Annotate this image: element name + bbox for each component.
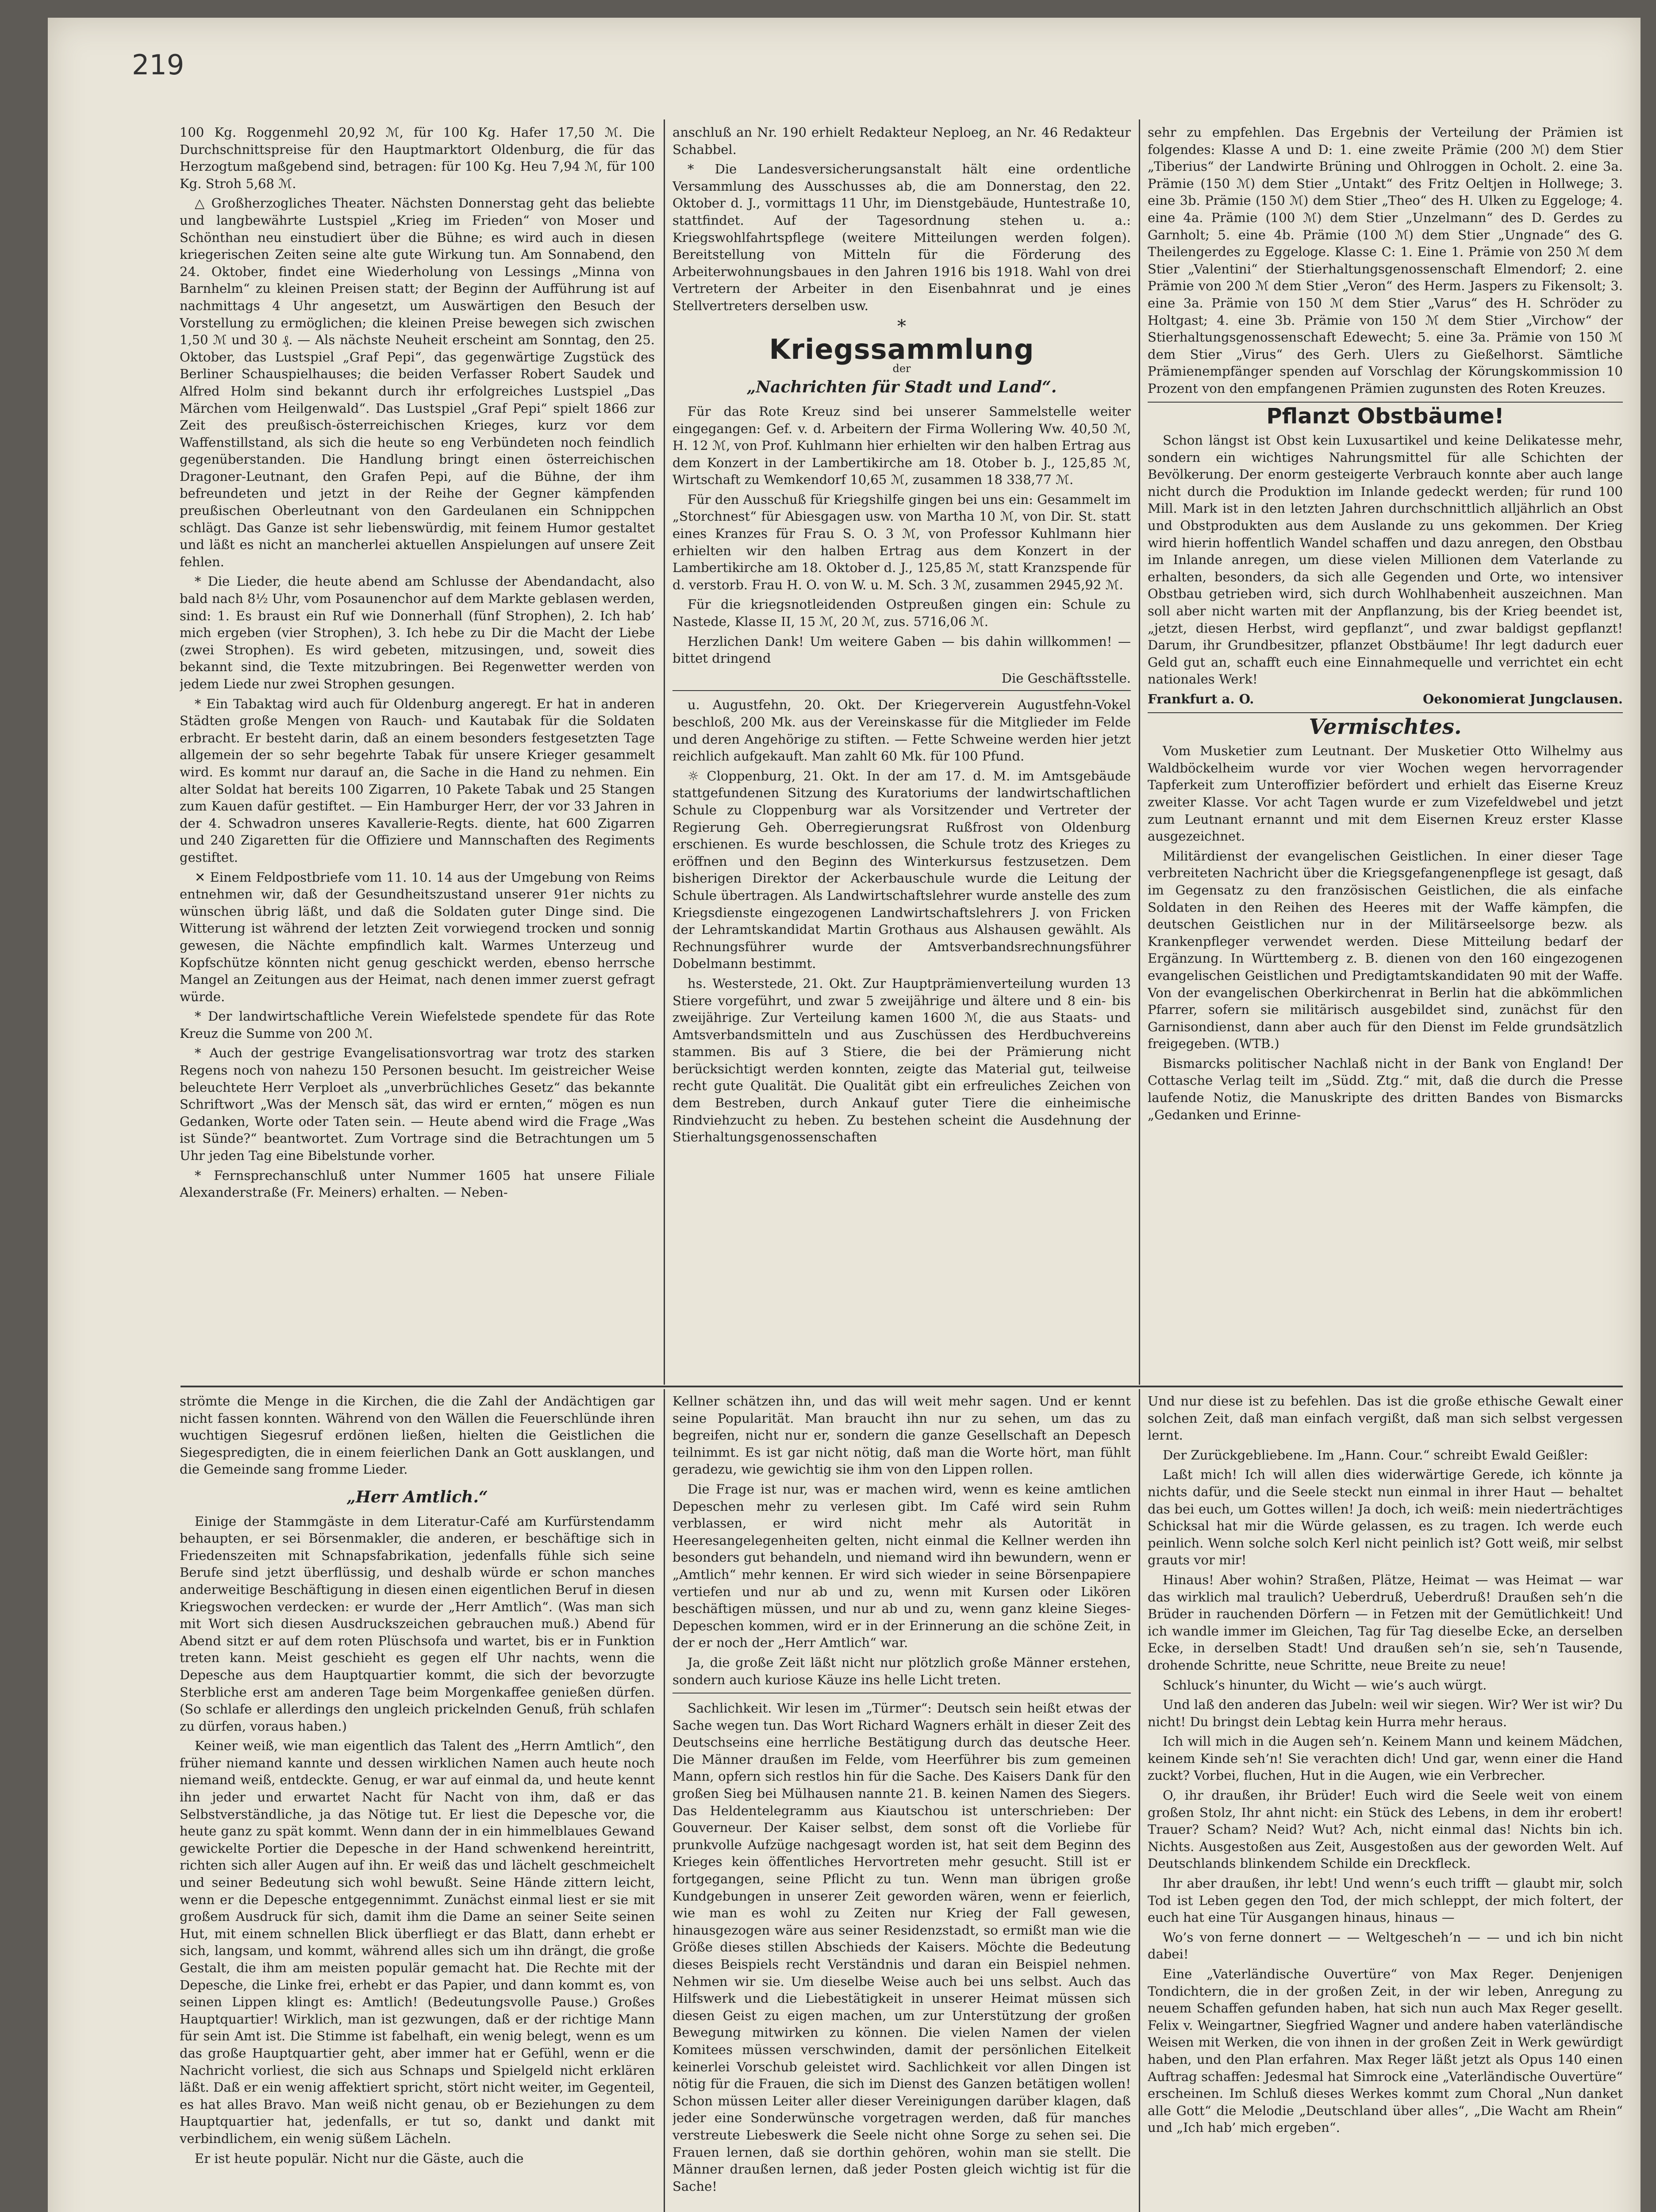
article-paragraph: 100 Kg. Roggenmehl 20,92 ℳ, für 100 Kg. Hafer 17,50 ℳ. Die Durchschnittspreise für den Hauptmarktort Oldenburg, die für das Herzogtum maßgebend sind, betragen: für 100 Kg. Heu 7,94 ℳ, für 100 Kg. Stroh 5,68 ℳ. <box>180 125 655 191</box>
article-rule <box>1148 402 1623 403</box>
article-paragraph: Laßt mich! Ich will allen dies widerwärtige Gerede, ich könnte ja nichts dafür, und die Seele steckt nun einmal in ihrer Haut — behaltet das bei euch, um Gottes willen! Ja doch, ich weiß: mein niederträchtiges Schicksal hat mir die Würde gelassen, es zu tragen. Ich werde euch peinlich. Wenn solche solch Kerl nicht peinlich ist? Gott weiß, mir selbst grauts vor mir! <box>1148 1467 1623 1568</box>
article-paragraph: * Der landwirtschaftliche Verein Wiefelstede spendete für das Rote Kreuz die Summe von 200 ℳ. <box>180 1009 655 1041</box>
article-paragraph: Vom Musketier zum Leutnant. Der Musketier Otto Wilhelmy aus Waldböckelheim wurde vor vier Wochen wegen hervorragender Tapferkeit zum Unteroffizier befördert und erhielt das Eiserne Kreuz zweiter Klasse. Vor acht Tagen wurde er zum Vizefeldwebel und jetzt zum Leutnant ernannt und mit dem Eisernen Kreuz erster Klasse ausgezeichnet. <box>1148 743 1623 844</box>
article-paragraph: Kellner schätzen ihn, und das will weit mehr sagen. Und er kennt seine Popularität. Man braucht ihn nur zu sehen, um das zu begreifen, nicht nur er, sondern die ganze Gesellschaft an Depesch teilnimmt. Es ist gar nicht nötig, daß man die Worte hört, man fühlt geradezu, wie gewichtig sie ihm von den Lippen rollen. <box>672 1394 1131 1477</box>
article-paragraph: Keiner weiß, wie man eigentlich das Talent des „Herrn Amtlich“, den früher niemand kannte und dessen wirklichen Namen auch heute noch niemand weiß, entdeckte. Genug, er war auf einmal da, und heute kennt ihn jeder und erwartet Nacht für Nacht von ihm, daß er das Selbstverständliche, ja das Nötige tut. Er liest die Depesche vor, die heute ganz zu spät kommt. Wenn dann der in ein himmelblaues Gewand gewickelte Portier die Depesche in der Hand schwenkend hereintritt, richten sich aller Augen auf ihn. Er weiß das und lächelt geschmeichelt und seiner Bedeutung sich wohl bewußt. Seine Hände zittern leicht, wenn er die Depesche entgegennimmt. Zunächst einmal liest er sie mit großem Ausdruck für sich, damit ihm die Dame an seiner Seite seinen Hut, mit einem schnellen Blick überfliegt er das Blatt, dann erhebt er sich, langsam, und kommt, während alles sich um ihn drängt, die große Gestalt, die ihm am meisten populär gemacht hat. Die Rechte mit der Depesche, die Linke frei, erhebt er das Papier, und dann kommt es, von seinen Lippen klingt es: Amtlich! (Bedeutungsvolle Pause.) Großes Hauptquartier! Wirklich, man ist gezwungen, daß er der richtige Mann für sein Amt ist. Die Stimme ist fabelhaft, ein wenig belegt, wenn es um das große Hauptquartier geht, aber immer hat er Gefühl, wenn er die Nachricht vorliest, die sich aus Schnaps und Spielgeld nicht erklären läßt. Daß er ein wenig affektiert spricht, stört nicht weiter, im Gegenteil, es hat alles Bravo. Man weiß nicht genau, ob er Beziehungen zu dem Hauptquartier hat, jedenfalls, er tut so, dankt und dankt mit verbindlichem, ein wenig süßem Lächeln. <box>180 1738 655 2146</box>
article-paragraph: ☼ Cloppenburg, 21. Okt. In der am 17. d. M. im Amtsgebäude stattgefundenen Sitzung des Kuratoriums der landwirtschaftlichen Schule zu Cloppenburg war als Vorsitzender und Vertreter der Regierung Geh. Oberregierungsrat Rußfrost von Oldenburg erschienen. Es wurde beschlossen, die Schule trotz des Krieges zu eröffnen und den Beginn des Winterkursus festzusetzen. Dem bisherigen Direktor der Ackerbauschule wurde die Leitung der Schule übertragen. Als Landwirtschaftslehrer wurde anstelle des zum Kriegsdienste eingezogenen Landwirtschaftslehrers J. von Fricken der Lehramtskandidat Martin Grothaus aus Alshausen gewählt. Als Rechnungsführer wurde der Amtsverbandsrechnungsführer Dobelmann bestimmt. <box>672 768 1131 972</box>
article-paragraph: Hinaus! Aber wohin? Straßen, Plätze, Heimat — was Heimat — war das wirklich mal traulich? Ueberdruß, Ueberdruß! Draußen seh’n die Brüder in rauchenden Dörfern — in Fetzen mit der Gemütlichkeit! Und ich wandle immer im Gleichen, Tag für Tag dieselbe Ecke, an derselben Ecke, in derselben Stadt! Und draußen seh’n sie, seh’n Tausende, drohende Schritte, neue Schritte, neue Breite zu neue! <box>1148 1572 1623 1673</box>
article-paragraph: Und nur diese ist zu befehlen. Das ist die große ethische Gewalt einer solchen Zeit, daß man einfach vergißt, daß man sich selbst vergessen lernt. <box>1148 1394 1623 1443</box>
vermischtes-title: Vermischtes. <box>1309 714 1462 739</box>
column-rule <box>664 1389 665 2212</box>
lower-column-3 <box>1148 1393 1623 2212</box>
upper-column-1 <box>180 124 655 1382</box>
section-rule <box>181 1386 1623 1387</box>
lower-column-2 <box>672 1393 1131 2212</box>
article-paragraph: ✕ Einem Feldpostbriefe vom 11. 10. 14 aus der Umgebung von Reims entnehmen wir, daß der Gesundheitszustand unserer 91er nichts zu wünschen übrig läßt, und daß die Soldaten guter Dinge sind. Die Witterung ist während der letzten Zeit vorwiegend trocken und sonnig gewesen, die Nächte empfindlich kalt. Warmes Unterzeug und Kopfschütze könnten nicht genug geschickt werden, ebenso herrsche Mangel an Zeitungen aus der Heimat, nach denen immer zuerst gefragt würde. <box>180 869 655 1004</box>
article-paragraph: O, ihr draußen, ihr Brüder! Euch wird die Seele weit von einem großen Stolz, Ihr ahnt nicht: ein Stück des Lebens, in dem ihr erobert! Trauer? Scham? Neid? Wut? Ach, nicht einmal das! Nichts bin ich. Nichts. Ausgestoßen aus Zeit, Ausgestoßen aus der geworden Welt. Auf Deutschlands blinkendem Schilde ein Dreckfleck. <box>1148 1788 1623 1871</box>
sammlung-paragraph: Für die kriegsnotleidenden Ostpreußen gingen ein: Schule zu Nastede, Klasse II, 15 ℳ, 20 ℳ, zus. 5716,06 ℳ. <box>672 597 1131 630</box>
column-rule <box>1139 119 1140 1385</box>
article-paragraph: Schluck’s hinunter, du Wicht — wie’s auch würgt. <box>1163 1677 1487 1693</box>
herr-amtlich-title: „Herr Amtlich.“ <box>346 1487 488 1506</box>
article-paragraph: Eine „Vaterländische Ouvertüre“ von Max Reger. Denjenigen Tondichtern, die in der großen Zeit, in der wir leben, Anregung zu neuem Schaffen gefunden haben, hat sich nun auch Max Reger gesellt. Felix v. Weingartner, Siegfried Wagner und andere haben vaterländische Weisen mit Werken, die von ihnen in der großen Zeit in Werk gewürdigt haben, und den Plan erfahren. Max Reger läßt jetzt als Opus 140 einen Auftrag schaffen: Jedesmal hat Simrock eine „Vaterländische Ouvertüre“ erscheinen. Im Schluß dieses Werkes kommt zum Choral „Nun danket alle Gott“ die Melodie „Deutschland über alles“, „Die Wacht am Rhein“ und „Ich hab’ mich ergeben“. <box>1148 1966 1623 2135</box>
obst-place: Frankfurt a. O. <box>1148 691 1254 707</box>
article-rule <box>672 690 1131 691</box>
lower-column-1 <box>180 1393 655 2212</box>
article-paragraph: Ja, die große Zeit läßt nicht nur plötzlich große Männer erstehen, sondern auch kuriose Käuze ins helle Licht treten. <box>672 1655 1131 1687</box>
article-paragraph: sehr zu empfehlen. Das Ergebnis der Verteilung der Prämien ist folgendes: Klasse A und D: 1. eine zweite Prämie (200 ℳ) dem Stier „Tiberius“ der Landwirte Brüning und Ohlroggen in Ocholt. 2. eine 3a. Prämie (150 ℳ) dem Stier „Untakt“ des Fritz Oeltjen in Hollwege; 3. eine 3b. Prämie (150 ℳ) dem Stier „Theo“ des H. Ulken zu Eggeloge; 4. eine 4a. Prämie (100 ℳ) dem Stier „Unzelmann“ des D. Gerdes zu Garnholt; 5. eine 4b. Prämie (100 ℳ) dem Stier „Ungnade“ des G. Theilengerdes zu Eggeloge. Klasse C: 1. Eine 1. Prämie von 250 ℳ dem Stier „Valentini“ der Stierhaltungsgenossenschaft Elmendorf; 2. eine Prämie von 200 ℳ dem Stier „Veron“ des Herm. Jaspers zu Fikensolt; 3. eine 3a. Prämie von 150 ℳ dem Stier „Varus“ des H. Schröder zu Holtgast; 4. eine 3b. Prämie von 150 ℳ dem Stier „Virchow“ der Stierhaltungsgenossenschaft Edewecht; 5. eine 3a. Prämie von 150 ℳ dem Stier „Virus“ des Gerh. Ulers zu Gießelhorst. Sämtliche Prämienempfänger spenden auf Vorschlag der Körungskommission 10 Prozent von den empfangenen Prämien zugunsten des Roten Kreuzes. <box>1148 125 1623 396</box>
sammlung-paragraph: Herzlichen Dank! Um weitere Gaben — bis dahin willkommen! — bittet dringend <box>672 634 1131 666</box>
upper-column-3 <box>1148 124 1623 1382</box>
column-rule <box>1139 1389 1140 2212</box>
article-rule <box>672 1693 1131 1694</box>
obst-signature <box>1148 691 1623 708</box>
article-paragraph: Und laß den anderen das Jubeln: weil wir siegen. Wir? Wer ist wir? Du nicht! Du bringst dein Lebtag kein Hurra mehr heraus. <box>1148 1697 1623 1729</box>
kriegssammlung-subtitle: „Nachrichten für Stadt und Land“. <box>746 378 1057 397</box>
column-rule <box>664 119 665 1385</box>
sammlung-paragraph: Für den Ausschuß für Kriegshilfe gingen bei uns ein: Gesammelt im „Storchnest“ für Abiesgagen usw. von Martha 10 ℳ, von Dir. St. statt eines Kranzes für Frau S. O. 3 ℳ, von Professor Kuhlmann hier erhielten wir den halben Ertrag aus dem Konzert in der Lambertikirche am 18. Oktober d. J., 125,85 ℳ, statt Kranzspende für d. verstorb. Frau H. O. von W. u. M. Sch. 3 ℳ, zusammen 2945,92 ℳ. <box>672 492 1131 592</box>
page-number: 219 <box>132 49 184 81</box>
article-paragraph: * Ein Tabaktag wird auch für Oldenburg angeregt. Er hat in anderen Städten große Mengen von Rauch- und Kautabak für die Soldaten erbracht. Er besteht darin, daß an einem besonders festgesetzten Tage allgemein der so sehr begehrte Tabak für unsere Krieger gesammelt wird. Es kommt nur darauf an, die Sache in die Hand zu nehmen. Ein alter Soldat hat bereits 100 Zigarren, 10 Pakete Tabak und 25 Stangen zum Kauen dafür gestiftet. — Ein Hamburger Herr, der vor 33 Jahren in der 4. Schwadron unseres Kavallerie-Regts. diente, hat 600 Zigarren und 240 Zigaretten für die Offiziere und Mannschaften des Regiments gestiftet. <box>180 696 655 865</box>
article-rule <box>1148 712 1623 713</box>
article-paragraph: Wo’s von ferne donnert — — Weltgescheh’n — — und ich bin nicht dabei! <box>1148 1929 1623 1962</box>
obst-title: Pflanzt Obstbäume! <box>1266 403 1504 429</box>
article-paragraph: Ich will mich in die Augen seh’n. Keinem Mann und keinem Mädchen, keinem Kinde seh’n! Sie verachten dich! Und gar, wenn einer die Hand zuckt? Vorbei, fluchen, Hut in die Augen, wie ein Verbrecher. <box>1148 1734 1623 1783</box>
article-paragraph: strömte die Menge in die Kirchen, die die Zahl der Andächtigen gar nicht fassen konnten. Während von den Wällen die Feuerschlünde ihren wuchtigen Siegesruf erdönen ließen, hielten die Geistlichen die Siegespredigten, die in einem feierlichen Dank an Gott ausklangen, und die Gemeinde sang fromme Lieder. <box>180 1394 655 1477</box>
kriegssammlung-title: Kriegssammlung <box>769 333 1034 366</box>
upper-column-2 <box>672 124 1131 1382</box>
article-paragraph: anschluß an Nr. 190 erhielt Redakteur Neploeg, an Nr. 46 Redakteur Schabbel. <box>672 125 1131 157</box>
article-paragraph: Bismarcks politischer Nachlaß nicht in der Bank von England! Der Cottasche Verlag teilt im „Südd. Ztg.“ mit, daß die durch die Presse laufende Notiz, die Manuskripte des dritten Bandes von Bismarcks „Gedanken und Erinne- <box>1148 1056 1623 1122</box>
article-paragraph: hs. Westerstede, 21. Okt. Zur Hauptprämienverteilung wurden 13 Stiere vorgeführt, und zwar 5 zweijährige und ältere und 8 ein- bis zweijährige. Zur Verteilung kamen 1600 ℳ, die aus Staats- und Amtsverbandsmitteln und aus Zuschüssen des Herdbuchvereins stammen. Bis auf 3 Stiere, die bei der Prämierung nicht berücksichtigt werden konnten, zeigte das Material gut, teilweise recht gute Qualität. Die Qualität gibt ein erfreuliches Zeichen von dem Bestreben, durch Ankauf guter Tiere die einheimische Rindviehzucht zu heben. Zu bestehen scheint die Ausdehnung der Stierhaltungsgenossenschaften <box>672 975 1131 1145</box>
article-paragraph: u. Augustfehn, 20. Okt. Der Kriegerverein Augustfehn-Vokel beschloß, 200 Mk. aus der Vereinskasse für die Mitglieder im Felde und deren Angehörige zu stiften. — Fette Schweine werden hier jetzt reichlich aufgekauft. Man zahlt 60 Mk. für 100 Pfund. <box>672 697 1131 764</box>
article-paragraph: Sachlichkeit. Wir lesen im „Türmer“: Deutsch sein heißt etwas der Sache wegen tun. Das Wort Richard Wagners erhält in dieser Zeit des Deutschseins eine herrliche Bestätigung durch das deutsche Heer. Die Männer draußen im Felde, vom Heerführer bis zum gemeinen Mann, opfern sich restlos hin für die Sache. Des Kaisers Dank für den großen Sieg bei Mülhausen nannte 21. B. keinen Namen des Siegers. Das Heldentelegramm aus Kiautschou ist unterschrieben: Der Gouverneur. Der Kaiser selbst, dem sonst oft die Vorliebe für prunkvolle Aufzüge nachgesagt worden ist, hat seit dem Beginn des Krieges kein öffentliches Hervortreten mehr gesucht. Still ist er fortgegangen, seine Pflicht zu tun. Wenn man übrigen große Kundgebungen in unserer Zeit geworden wären, wenn er feierlich, wie man es wohl zu Zeiten nur Krieg der Fall gewesen, hinausgezogen wäre aus seiner Residenzstadt, so ermißt man wie die Größe dieses stillen Abschieds der Kaisers. Möchte die Bedeutung dieses Beispiels recht Verständnis und daran ein Beispiel nehmen. Nehmen wir sie. Um dieselbe Weise auch bei uns selbst. Auch das Hilfswerk und die Liebestätigkeit in unserer Heimat müssen sich diesen Geist zu eigen machen, um zur Unterstützung der großen Bewegung mitwirken zu können. Die vielen Namen der vielen Komitees müssen verschwinden, damit der persönlichen Eitelkeit keinerlei Vorschub geleistet wird. Sachlichkeit vor allen Dingen ist nötig für die Frauen, die sich im Dienst des Ganzen betätigen wollen! Schon müssen Leiter aller dieser Vereinigungen darüber klagen, daß jeder eine Sonderwünsche vorgetragen werden, daß für manches verstreute Liebeswerk die Seele nicht ohne Sorge zu sehen sei. Die Frauen lernen, daß sie dorthin gehören, wohin man sie stellt. Die Männer draußen lernen, daß jeder Posten gleich wichtig ist für die Sache! <box>672 1701 1131 2194</box>
obst-author: Oekonomierat Jungclausen. <box>1423 691 1623 707</box>
article-paragraph: Einige der Stammgäste in dem Literatur-Café am Kurfürstendamm behaupten, er sei Börsenmakler, die anderen, er beschäftige sich in Friedenszeiten mit Schnapsfabrikation, jedenfalls fühle sich seine Berufe sind jetzt überflüssig, und deshalb würde er schon manches anderweitige Beschäftigung in diesen einen eigentlichen Beruf in diesen Kriegswochen verdecken: er wurde der „Herr Amtlich“. (Was man sich mit Wort sich diesen Ausdruckszeichen gebrauchen muß.) Abend für Abend sitzt er auf dem roten Plüschsofa und wartet, bis er in Funktion treten kann. Meist geschieht es gegen elf Uhr nachts, wenn die Depesche aus dem Hauptquartier kommt, die sich der bevorzugte Sterbliche erst am anderen Tage beim Morgenkaffee genießen dürfen. (So schlafe er allerdings den ungleich prickelnden Genuß, früh schlafen zu dürfen, voraus haben.) <box>180 1513 655 1734</box>
article-paragraph: Die Frage ist nur, was er machen wird, wenn es keine amtlichen Depeschen mehr zu verlesen gibt. Im Café wird sein Ruhm verblassen, er wird nicht mehr als Autorität in Heeresangelegenheiten gelten, nicht einmal die Kellner werden ihn besonders gut behandeln, und niemand wird ihn bewundern, wenn er „Amtlich“ mehr kennen. Er wird sich wieder in seine Börsenpapiere vertiefen und nur ab und zu, wenn mit Kursen oder Likören beschäftigen müssen, und nur ab und zu, wenn ganz kleine Sieges-Depeschen kommen, wird er in der Erinnerung an die schöne Zeit, in der er noch der „Herr Amtlich“ war. <box>672 1481 1131 1651</box>
article-paragraph: * Auch der gestrige Evangelisationsvortrag war trotz des starken Regens noch von nahezu 150 Personen besucht. Im geistreicher Weise beleuchtete Herr Verploet als „unverbrüchliches Gesetz“ das bekannte Schriftwort „Was der Mensch sät, das wird er ernten,“ mögen es nun Gedanken, Worte oder Taten sein. — Heute abend wird die Frage „Was ist Sünde?“ beantwortet. Zum Vortrage sind die Betrachtungen um 5 Uhr jeden Tag eine Bibelstunde vorher. <box>180 1045 655 1164</box>
article-paragraph: △ Großherzogliches Theater. Nächsten Donnerstag geht das beliebte und langbewährte Lustspiel „Krieg im Frieden“ von Moser und Schönthan neu einstudiert über die Bühne; es wird auch in diesen kriegerischen Zeiten seine alte gute Wirkung tun. Am Sonnabend, den 24. Oktober, findet eine Wiederholung von Lessings „Minna von Barnhelm“ zu kleinen Preisen statt; der Beginn der Aufführung ist auf nachmittags 4 Uhr angesetzt, um Auswärtigen den Besuch der Vorstellung zu ermöglichen; die kleinen Preise bewegen sich zwischen 1,50 ℳ und 30 ₰. — Als nächste Neuheit erscheint am Sonntag, den 25. Oktober, das Lustspiel „Graf Pepi“, das gegenwärtige Zugstück des Berliner Schauspielhauses; die beiden Verfasser Robert Saudek und Alfred Holm sind bekannt durch ihr erfolgreiches Lustspiel „Das Märchen vom Heilgenwald“. Das Lustspiel „Graf Pepi“ spielt 1866 zur Zeit des preußisch-österreichischen Krieges, kurz vor dem Waffenstillstand, als sich die heute so eng Verbündeten noch feindlich gegenüberstanden. Die Handlung bringt einen österreichischen Dragoner-Leutnant, den Grafen Pepi, auf die Bühne, der ihm befreundeten und jetzt in der Reihe der Gegner kämpfenden preußischen Oberleutnant von den Gardeulanen ein Schnippchen schlägt. Das Ganze ist sehr liebenswürdig, mit feinem Humor gestaltet und läßt es nicht an mancherlei aktuellen Anspielungen auf unsere Zeit fehlen. <box>180 196 655 569</box>
article-paragraph: Der Zurückgebliebene. Im „Hann. Cour.“ schreibt Ewald Geißler: <box>1163 1447 1588 1463</box>
article-paragraph: * Fernsprechanschluß unter Nummer 1605 hat unsere Filiale Alexanderstraße (Fr. Meiners) erhalten. — Neben- <box>180 1167 655 1200</box>
article-paragraph: Er ist heute populär. Nicht nur die Gäste, auch die <box>195 2151 524 2166</box>
article-paragraph: * Die Landesversicherungsanstalt hält eine ordentliche Versammlung des Ausschusses ab, die am Donnerstag, den 22. Oktober d. J., vormittags 11 Uhr, im Dienstgebäude, Huntestraße 10, stattfindet. Auf der Tagesordnung stehen u. a.: Kriegswohlfahrtspflege (weitere Mitteilungen werden folgen). Bereitstellung von Mitteln für die Förderung des Arbeiterwohnungsbaues in den Jahren 1916 bis 1918. Wahl von drei Vertretern der Arbeiter in den Eisenbahnrat und je eines Stellvertreters derselben usw. <box>672 161 1131 313</box>
article-paragraph: Militärdienst der evangelischen Geistlichen. In einer dieser Tage verbreiteten Nachricht über die Kriegsgefangenenpflege ist gesagt, daß im Gegensatz zu den französischen Geistlichen, die als einfache Soldaten in den Reihen des Heeres mit der Waffe kämpfen, die deutschen Geistlichen nur in der Militärseelsorge bezw. als Krankenpfleger verwendet werden. Diese Mitteilung bedarf der Ergänzung. In Württemberg z. B. dienen von den 160 eingezogenen evangelischen Geistlichen und Predigtamtskandidaten 90 mit der Waffe. Von der evangelischen Oberkirchenrat in Berlin hat die abkömmlichen Pfarrer, sofern sie militärisch ausgebildet sind, zunächst für den Garnisondienst, dann aber auch für den Dienst im Felde grundsätzlich freigegeben. (WTB.) <box>1148 848 1623 1052</box>
obst-body: Schon längst ist Obst kein Luxusartikel und keine Delikatesse mehr, sondern ein wichtiges Nahrungsmittel für alle Schichten der Bevölkerung. Der enorm gesteigerte Verbrauch konnte aber auch lange nicht durch die Produktion im Inlande gedeckt werden; für rund 100 Mill. Mark ist in den letzten Jahren durchschnittlich alljährlich an Obst und Obstprodukten aus dem Auslande zu uns gekommen. Der Krieg wird hierin hoffentlich Wandel schaffen und dazu anregen, den Obstbau im Inlande anregen, um diese vielen Millionen dem Vaterlande zu erhalten, besonders, da sich alle Gegenden und Orte, wo intensiver Obstbau getrieben wird, sich durch Wohlhabenheit auszeichnen. Man soll aber nicht warten mit der Anpflanzung, bis der Krieg beendet ist, „jetzt, diesen Herbst, wird gepflanzt“, und zwar baldigst gepflanzt! Darum, ihr Grundbesitzer, pflanzet Obstbäume! Ihr legt dadurch euer Geld gut an, schafft euch eine Einnahmequelle und verrichtet ein echt nationales Werk! <box>1148 433 1623 687</box>
section-star: * <box>897 316 906 337</box>
kriegssammlung-der: der <box>892 362 911 375</box>
newspaper-page <box>48 18 1641 2212</box>
sammlung-paragraph: Für das Rote Kreuz sind bei unserer Sammelstelle weiter eingegangen: Gef. v. d. Arbeitern der Firma Wollering Ww. 40,50 ℳ, H. 12 ℳ, von Prof. Kuhlmann hier erhielten wir den halben Ertrag aus dem Konzert in der Lambertikirche am 18. Otober b. J., 125,85 ℳ, Wirtschaft zu Wemkendorf 10,65 ℳ, zusammen 18 338,77 ℳ. <box>672 403 1131 488</box>
sammlung-signature: Die Geschäftsstelle. <box>1001 670 1131 686</box>
article-paragraph: Ihr aber draußen, ihr lebt! Und wenn’s euch trifft — glaubt mir, solch Tod ist Leben gegen den Tod, der mich schleppt, der mich foltert, der euch hat eine Tür Ausgangen hinaus, hinaus — <box>1148 1876 1623 1925</box>
article-paragraph: * Die Lieder, die heute abend am Schlusse der Abendandacht, also bald nach 8½ Uhr, vom Posaunenchor auf dem Markte geblasen werden, sind: 1. Es braust ein Ruf wie Donnerhall (fünf Strophen), 2. Ich hab’ mich ergeben (vier Strophen), 3. Ich hebe zu Dir die Macht der Liebe (zwei Strophen). Es wird gebeten, mitzusingen, und, soweit dies bekannt sind, die Texte mitzubringen. Bei Regenwetter werden von jedem Liede nur zwei Strophen gesungen. <box>180 574 655 691</box>
